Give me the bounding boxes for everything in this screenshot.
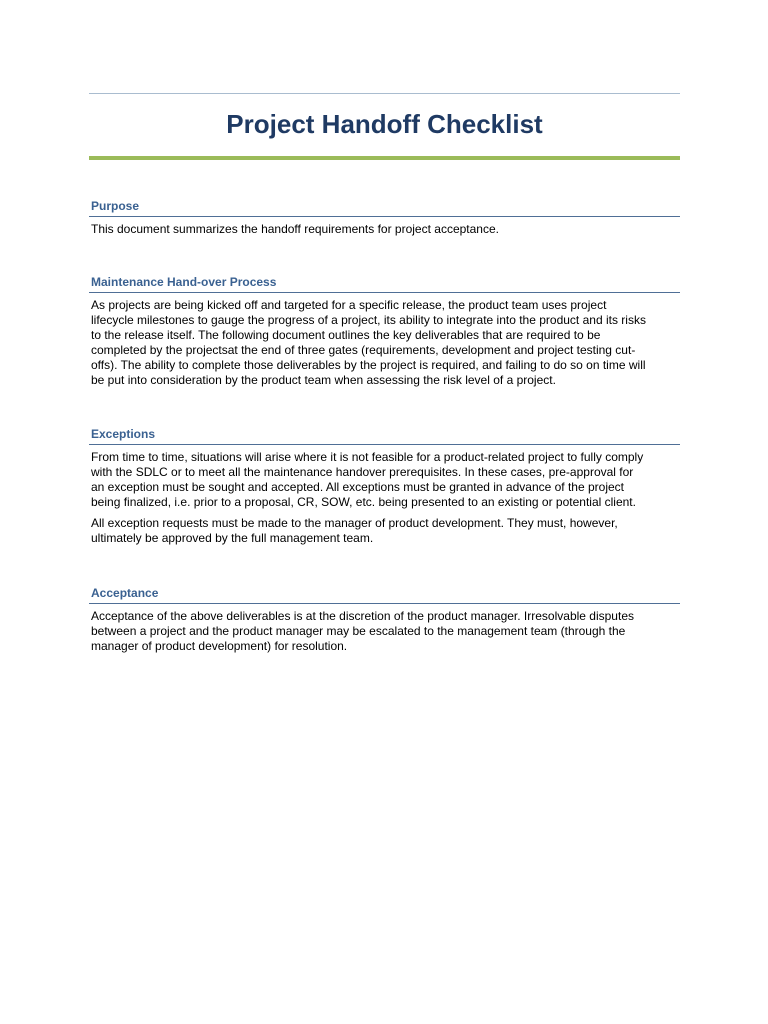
section-exceptions: [89, 427, 680, 546]
section-heading: Maintenance Hand-over Process: [89, 275, 680, 293]
top-divider: [89, 93, 680, 94]
section-paragraph: [89, 516, 680, 546]
text-line: Acceptance of the above deliverables is at the discretion of the product manager. Irresolvable disputes: [91, 609, 634, 623]
text-line: be put into consideration by the product team when assessing the risk level of a project.: [91, 373, 556, 387]
text-line: to the release itself. The following document outlines the key deliverables that are required to be: [91, 328, 601, 342]
section-paragraph: [89, 609, 680, 654]
section-heading: Purpose: [89, 199, 680, 217]
section-acceptance: [89, 586, 680, 654]
document-title: Project Handoff Checklist: [226, 109, 543, 139]
text-line: an exception must be sought and accepted. All exceptions must be granted in advance of the project: [91, 480, 625, 494]
text-line: lifecycle milestones to gauge the progress of a project, its ability to integrate into the product and its risks: [91, 313, 646, 327]
text-line: being finalized, i.e. prior to a proposal, CR, SOW, etc. being presented to an existing or potential client.: [91, 495, 636, 509]
text-line: between a project and the product manager may be escalated to the management team (through the: [91, 624, 626, 638]
section-paragraph: [89, 222, 680, 237]
text-line: As projects are being kicked off and targeted for a specific release, the product team uses project: [91, 298, 607, 312]
text-line: ultimately be approved by the full management team.: [91, 531, 374, 545]
text-line: offs). The ability to complete those deliverables by the project is required, and failing to do so on time will: [91, 358, 646, 372]
section-paragraph: [89, 450, 680, 510]
text-line: with the SDLC or to meet all the maintenance handover prerequisites. In these cases, pre-approval for: [91, 465, 634, 479]
section-purpose: [89, 199, 680, 237]
text-line: From time to time, situations will arise where it is not feasible for a product-related project to fully comply: [91, 450, 644, 464]
section-paragraph: [89, 298, 680, 388]
text-line: manager of product development) for resolution.: [91, 639, 348, 653]
title-underline: [89, 156, 680, 160]
text-line: This document summarizes the handoff requirements for project acceptance.: [91, 222, 499, 236]
section-maintenance-handover: [89, 275, 680, 388]
section-heading: Acceptance: [89, 586, 680, 604]
text-line: completed by the projectsat the end of three gates (requirements, development and project testing cut-: [91, 343, 636, 357]
document-page: [89, 93, 680, 653]
section-heading: Exceptions: [89, 427, 680, 445]
text-line: All exception requests must be made to the manager of product development. They must, however,: [91, 516, 618, 530]
